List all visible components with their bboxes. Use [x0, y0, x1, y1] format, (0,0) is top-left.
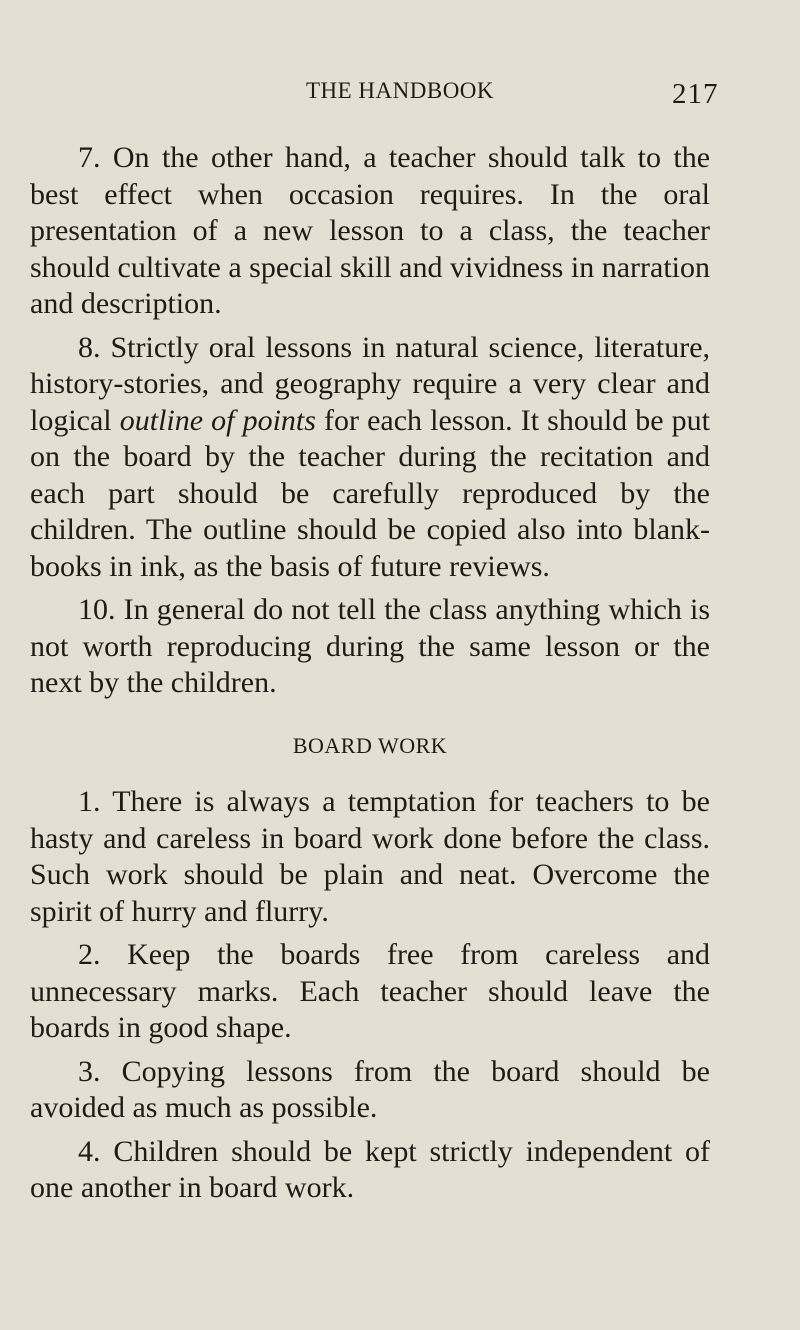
paragraph-text: Strictly oral lessons in natural science, literature, history-stories, and geography require a very clear and logical: [30, 330, 711, 437]
emphasized-phrase: outline of points: [119, 403, 316, 437]
paragraph-7: [30, 140, 710, 323]
board-work-paragraph-4: [30, 1134, 710, 1207]
paragraph-number: 3.: [78, 1054, 101, 1088]
paragraph-10: [30, 592, 710, 702]
paragraph-number: 4.: [78, 1134, 101, 1168]
paragraph-number: 8.: [78, 330, 101, 364]
paragraph-text: Keep the boards free from careless and unnecessary marks. Each teacher should leave the boards in good shape.: [30, 938, 711, 1044]
page-body: [30, 140, 710, 1207]
paragraph-text: There is always a temptation for teachers to be hasty and careless in board work done before the class. Such work should be plain and neat. Overcome the spirit of hurry and flurry.: [30, 785, 710, 928]
board-work-paragraph-3: [30, 1054, 710, 1127]
paragraph-8: [30, 330, 710, 586]
section-heading-board-work: BOARD WORK: [292, 732, 448, 758]
paragraph-text: In general do not tell the class anything which is not worth reproducing during the same lesson or the next by the children.: [30, 593, 711, 699]
board-work-paragraph-2: [30, 937, 710, 1047]
paragraph-number: 1.: [78, 785, 101, 818]
paragraph-text-continued: for each lesson. It should be put on the board by the teacher during the recitation and each part should be carefully reproduced by the children. The outline should be copied also into blank-books in ink, as the basis of future reviews.: [30, 403, 710, 583]
running-head: THE HANDBOOK: [305, 78, 495, 103]
paragraph-number: 2.: [78, 938, 101, 971]
paragraph-text: On the other hand, a teacher should talk to the best effect when occasion requires. In the oral presentation of a new lesson to a class, the teacher should cultivate a special skill and vividness in narration and description.: [30, 141, 711, 320]
paragraph-text: Copying lessons from the board should be avoided as much as possible.: [30, 1054, 710, 1124]
paragraph-text: Children should be kept strictly independent of one another in board work.: [30, 1134, 711, 1204]
board-work-paragraph-1: [30, 784, 710, 930]
page-number: 217: [672, 78, 719, 110]
paragraph-number: 7.: [78, 141, 101, 174]
paragraph-number: 10.: [78, 593, 116, 626]
